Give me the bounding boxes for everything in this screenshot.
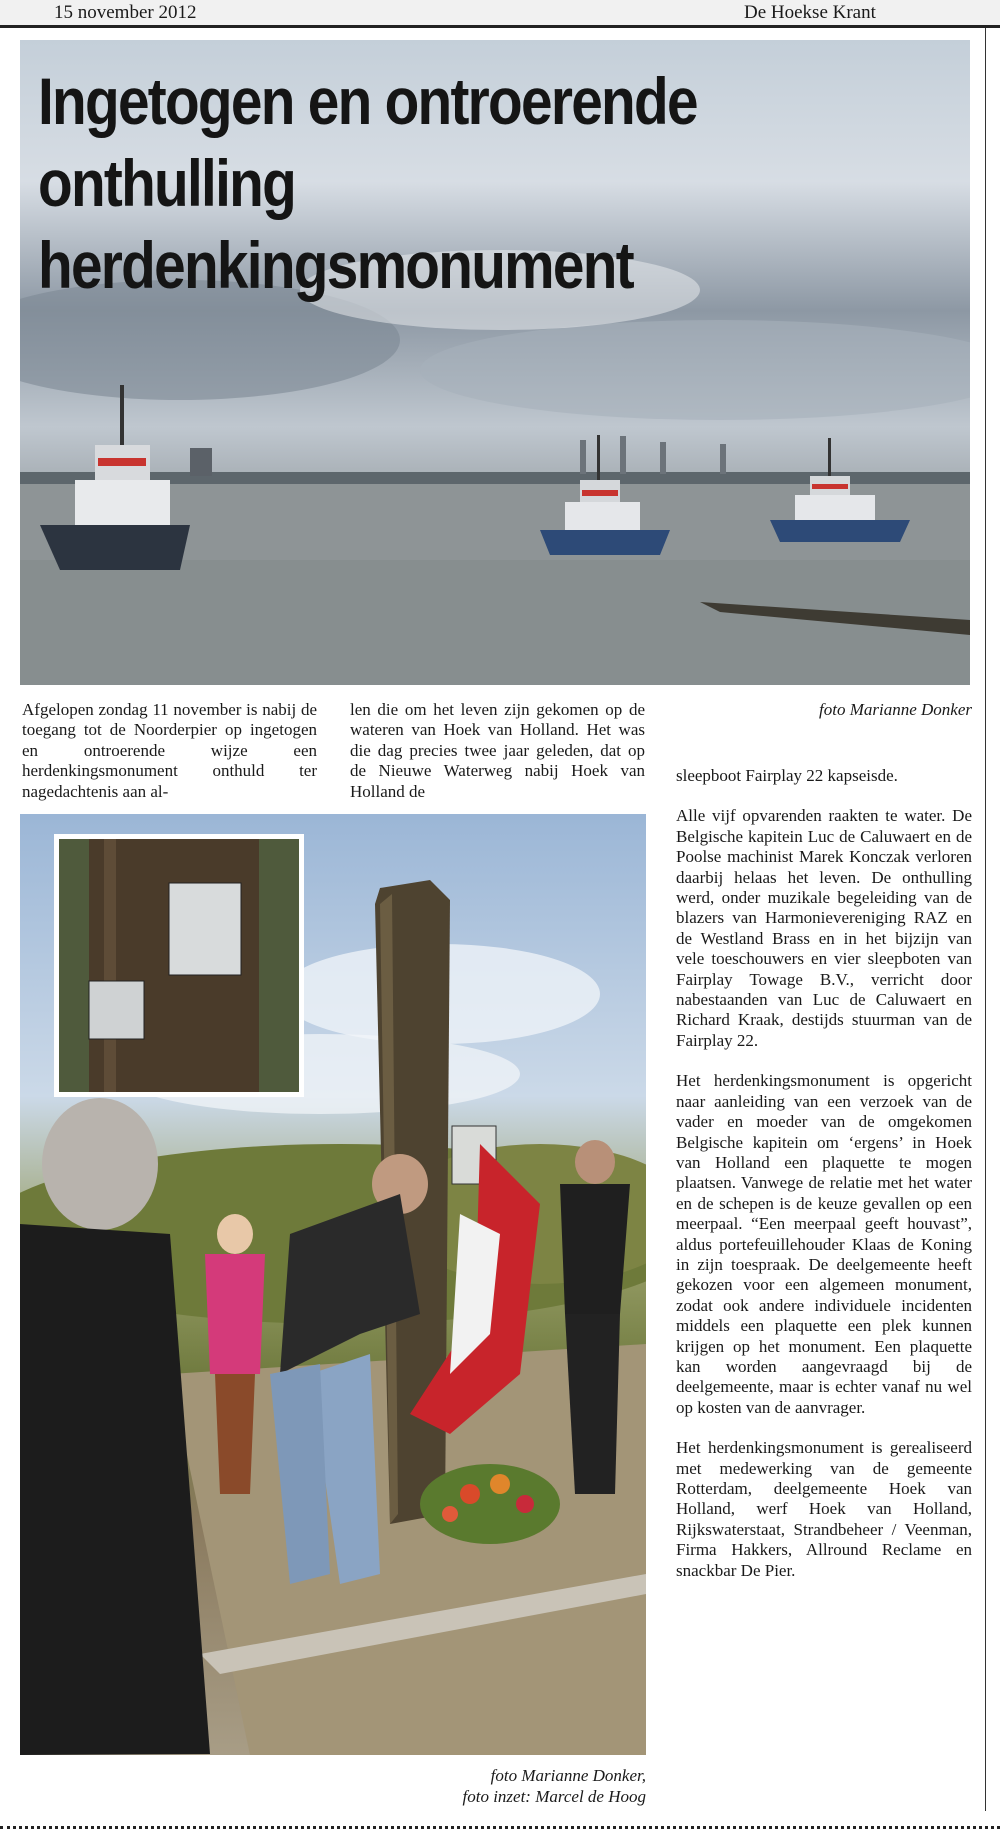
caption-line-2: foto inzet: Marcel de Hoog	[462, 1787, 646, 1806]
caption-line-1: foto Marianne Donker,	[490, 1766, 646, 1785]
hero-photo-tugboats	[20, 40, 970, 685]
headline-line-1: Ingetogen en ontroerende onthulling	[38, 64, 697, 220]
column-divider	[985, 28, 986, 1811]
headline-line-2: herdenkingsmonument	[38, 228, 633, 302]
paragraph: Het herdenkingsmonument is opgericht naar aanleiding van een verzoek van de vader en moeder van de omgekomen Belgische kapitein om ‘ergens’ in Hoek van Holland een plaquette te mogen plaatsen. Vanwege de relatie met het water en de schepen is de keuze gevallen op een meerpaal. “Een meerpaal geeft houvast”, aldus portefeuillehouder Klaas de Koning in zijn toespraak. De deelgemeente heeft gekozen voor een algemeen monument, zodat ook andere individuele incidenten middels een plaquette een plek kunnen krijgen op het monument. Een plaquette kan worden aangevraagd bij de deelgemeente, maar is echter vanaf nu wel op kosten van de aanvrager.	[676, 1071, 972, 1417]
paragraph: Het herdenkingsmonument is gerealiseerd met medewerking van de gemeente Rotterdam, deelgemeente Hoek van Holland, werf Hoek van Holland, Rijkswaterstaat, Strandbeheer / Veenman, Firma Hakkers, Allround Reclame en snackbar De Pier.	[676, 1438, 972, 1580]
article-column-1: Afgelopen zondag 11 november is nabij de toegang tot de Noorderpier op ingetogen en ontroerende wijze een herdenkingsmonument onthuld ter nagedachtenis aan al-	[22, 700, 317, 801]
plaques-closeup	[59, 839, 299, 1092]
paragraph: Alle vijf opvarenden raakten te water. De Belgische kapitein Luc de Caluwaert en de Poolse machinist Marek Konczak verloren daarbij helaas het leven. De onthulling werd, onder muzikale begeleiding van de blazers van Harmonievereniging RAZ en de Westland Brass en in het bijzijn van vele toeschouwers en vier sleepboten van Fairplay Towage B.V., verricht door nabestaanden van Luc de Caluwaert en Richard Kraak, destijds stuurman van de Fairplay 22.	[676, 806, 972, 1050]
page-header	[0, 0, 1000, 28]
paragraph: sleepboot Fairplay 22 kapseisde.	[676, 766, 898, 785]
page-footer-dotted-rule	[0, 1826, 1000, 1830]
article-column-3	[676, 766, 972, 1601]
photo-credit-top: foto Marianne Donker	[819, 700, 972, 719]
article-headline	[38, 60, 829, 306]
inset-photo-plaques	[54, 834, 304, 1097]
header-rule	[0, 25, 1000, 28]
newspaper-name: De Hoekse Krant	[744, 2, 876, 23]
issue-date: 15 november 2012	[54, 2, 197, 23]
monument-unveiling-photo	[20, 814, 646, 1755]
photo-credit-bottom	[340, 1765, 646, 1807]
article-column-2: len die om het leven zijn gekomen op de wateren van Hoek van Holland. Het was die dag precies twee jaar geleden, dat op de Nieuwe Waterweg nabij Hoek van Holland de	[350, 700, 645, 801]
